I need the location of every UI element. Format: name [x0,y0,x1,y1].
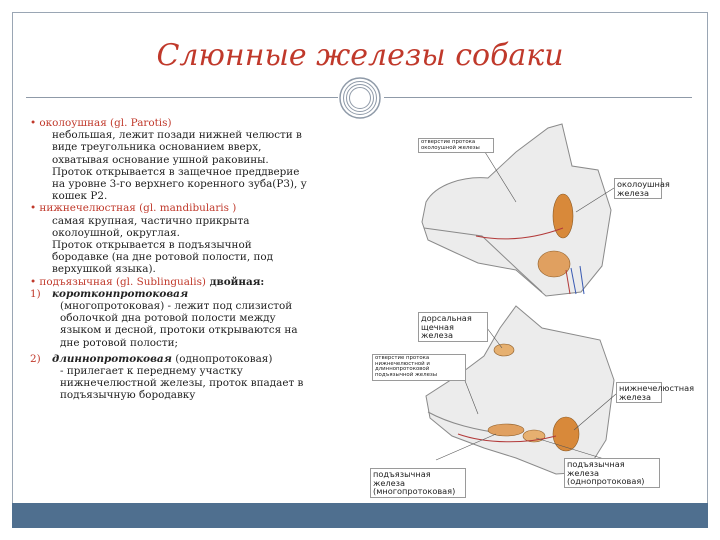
text-line: оболочкой дна ротовой полости между [60,312,276,325]
sublingual-multi-gland [488,424,524,436]
slide-title: Слюнные железы собаки [156,38,564,73]
text-line: кошек Р2. [52,190,108,203]
text-line: верхушкой языка). [52,263,156,276]
circle-emblem-icon [338,76,382,120]
text-line: языком и десной, протоки открываются на [60,324,298,337]
label-buccal-gland: дорсальная щечная железа [418,312,488,342]
anatomy-figure [366,118,695,504]
text-line: бородавке (на дне ротовой полости, под [52,251,274,264]
label-sublingual-multi: подъязычная железа (многопротоковая) [370,468,466,498]
text-line: (многопротоковая) - лежит под слизистой [60,300,293,313]
dog-head-illustration [366,118,656,504]
text-line: Проток открывается в защечное преддверие [52,165,300,178]
list-number-1: 1) [30,287,41,300]
label-parotid-duct: отверстие протока околоушной железы [418,138,494,153]
text-line: дне ротовой полости; [60,336,179,349]
body-text [30,117,350,402]
label-mandibular-gland: нижнечелюстная железа [616,382,662,403]
label-mandibular-duct: отверстие протока нижнечелюстной и длиннопротоковой подъязычной железы [372,354,466,381]
long-duct-tail: (однопротоковая) [171,352,273,365]
label-sublingual-single: подъязычная железа (однопротоковая) [564,458,660,488]
parotid-gland-top [553,194,573,238]
buccal-gland [494,344,514,356]
term-long-duct: длиннопротоковая [52,352,172,365]
sublingual-tail: двойная: [205,275,265,288]
mandibular-gland-bottom [553,417,579,451]
bullet-parotid: • околоушная (gl. Parotis) [30,117,172,129]
text-line: подъязычную бородавку [60,389,196,402]
text-line: на уровне 3-го верхнего коренного зуба(Р3), у [52,178,307,191]
mandibular-gland-top [538,251,570,277]
text-line: - прилегает к переднему участку [60,365,243,378]
title-rule-left [26,97,338,98]
list-number-2: 2) [30,352,41,365]
label-parotid-gland: околоушная железа [614,178,662,199]
title-rule-right [384,97,692,98]
text-line: охватывая основание ушной раковины. [52,153,269,166]
text-line: небольшая, лежит позади нижней челюсти в [52,129,302,142]
text-line: виде треугольника основанием вверх, [52,141,262,154]
bullet-sublingual: • подъязычная (gl. Sublingualis) [30,275,206,288]
footer-bar [12,503,708,528]
bullet-mandibular: • нижнечелюстная (gl. mandibularis ) [30,202,237,215]
text-line: околоушной, округлая. [52,226,180,239]
text-line: Проток открывается в подъязычной [52,239,252,252]
text-line: самая крупная, частично прикрыта [52,214,250,227]
text-line: нижнечелюстной железы, проток впадает в [60,377,304,390]
term-short-duct: коротконпротоковая [52,287,189,300]
